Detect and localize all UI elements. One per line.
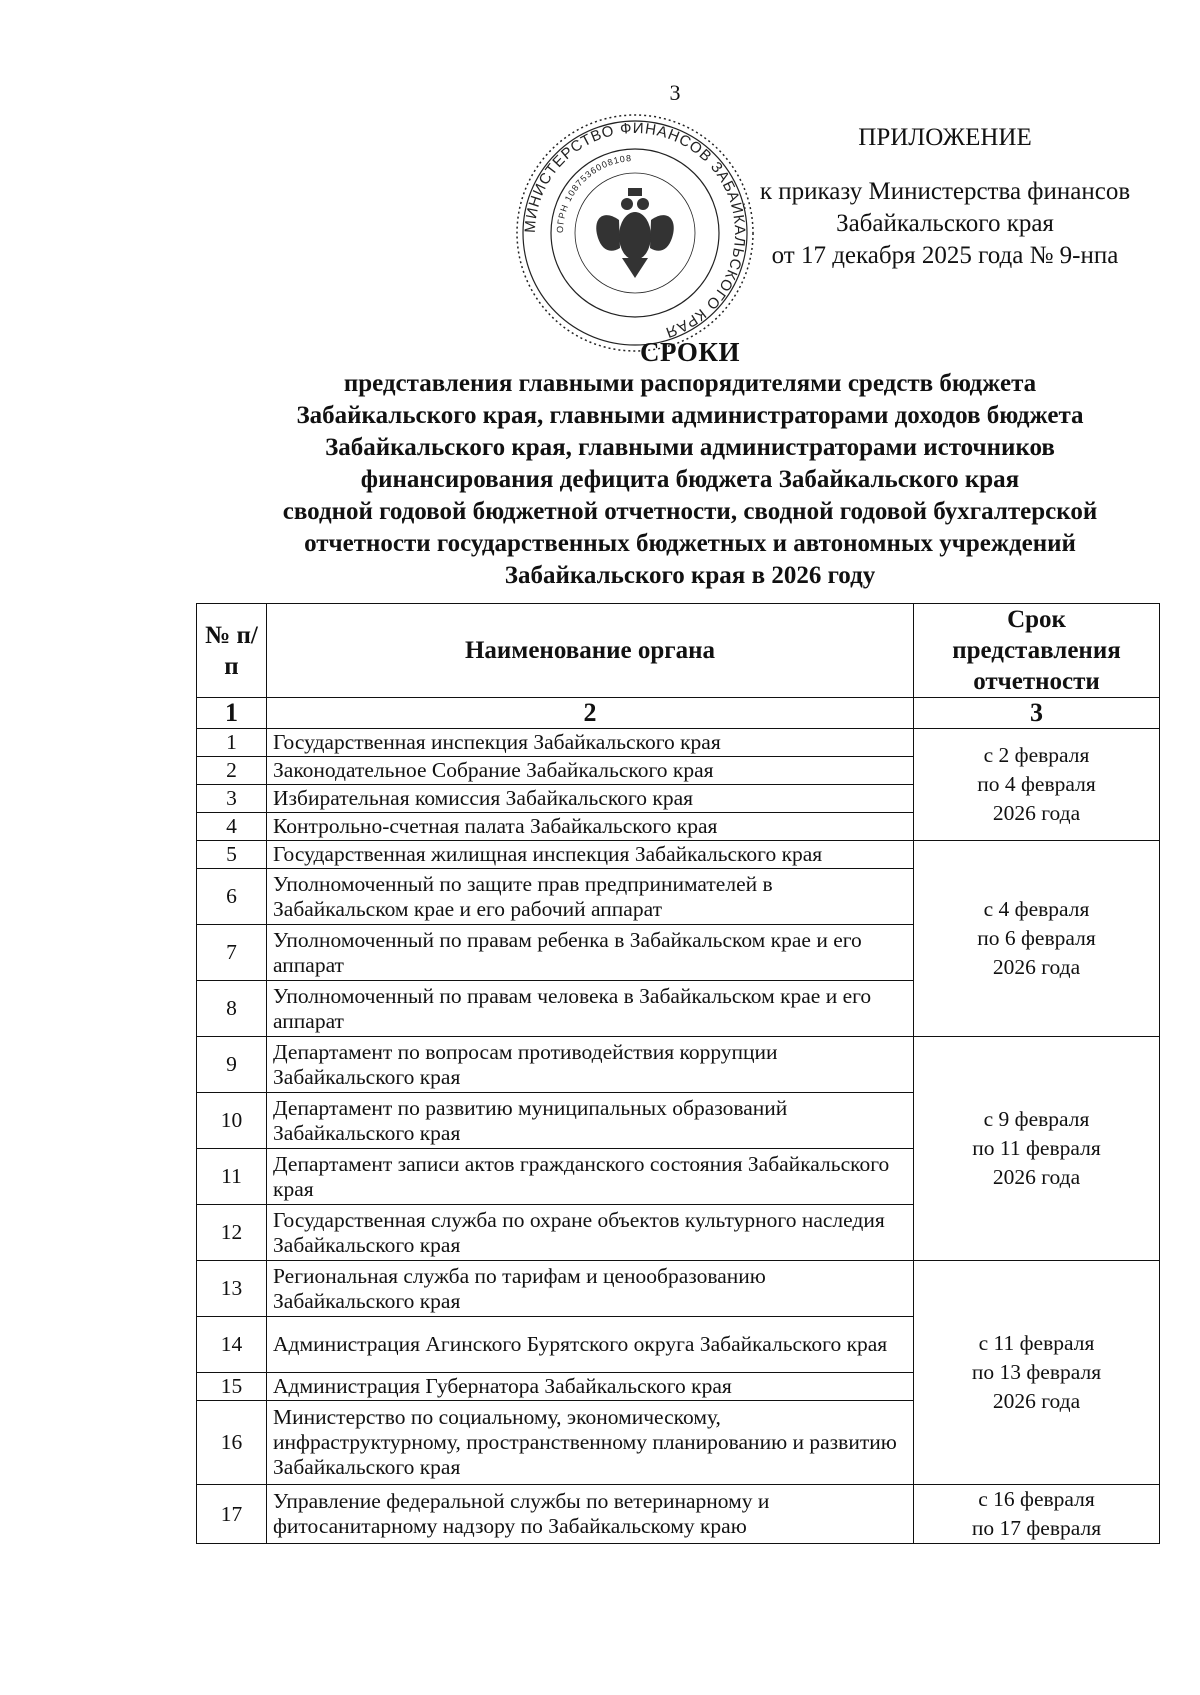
deadline-cell	[914, 729, 1160, 841]
deadline-from: с 2 февраля	[983, 743, 1090, 767]
row-number: 13	[197, 1261, 267, 1317]
organ-name: Избирательная комиссия Забайкальского края	[267, 785, 914, 813]
deadline-year: 2026 года	[992, 801, 1081, 825]
organ-name: Министерство по социальному, экономическому, инфраструктурному, пространственному планированию и развитию Забайкальского края	[267, 1401, 914, 1485]
deadline-cell	[914, 1261, 1160, 1485]
deadline-year: 2026 года	[992, 955, 1081, 979]
document-heading	[190, 336, 1190, 592]
appendix-date-line: от 17 декабря 2025 года № 9-нпа	[771, 242, 1119, 269]
column-number: 1	[197, 698, 267, 729]
deadline-to: по 17 февраля	[971, 1516, 1102, 1540]
row-number: 5	[197, 841, 267, 869]
heading-line: финансирования дефицита бюджета Забайкальского края	[360, 466, 1020, 493]
organ-name: Администрация Агинского Бурятского округа Забайкальского края	[267, 1317, 914, 1373]
appendix-title: ПРИЛОЖЕНИЕ	[858, 124, 1032, 151]
deadline-year: 2026 года	[992, 1389, 1081, 1413]
organ-name: Уполномоченный по правам человека в Забайкальском крае и его аппарат	[267, 981, 914, 1037]
organ-name: Государственная жилищная инспекция Забайкальского края	[267, 841, 914, 869]
row-number: 8	[197, 981, 267, 1037]
table-row	[197, 1261, 1160, 1317]
organ-name: Законодательное Собрание Забайкальского края	[267, 757, 914, 785]
deadline-from: с 9 февраля	[983, 1107, 1090, 1131]
organ-name: Департамент по вопросам противодействия коррупции Забайкальского края	[267, 1037, 914, 1093]
row-number: 12	[197, 1205, 267, 1261]
deadline-to: по 13 февраля	[971, 1360, 1102, 1384]
deadline-from: с 11 февраля	[978, 1331, 1095, 1355]
organ-name: Уполномоченный по защите прав предпринимателей в Забайкальском крае и его рабочий аппарат	[267, 869, 914, 925]
heading-line: Забайкальского края, главными администраторами доходов бюджета	[296, 402, 1084, 429]
row-number: 9	[197, 1037, 267, 1093]
deadlines-table	[196, 603, 1160, 1544]
svg-text:МИНИСТЕРСТВО ФИНАНСОВ ЗАБАЙКАЛ: МИНИСТЕРСТВО ФИНАНСОВ ЗАБАЙКАЛЬСКОГО КРАЯ	[521, 119, 749, 342]
deadline-cell	[914, 1037, 1160, 1261]
eagle-emblem-icon	[596, 188, 674, 278]
heading-line: представления главными распорядителями средств бюджета	[343, 370, 1037, 397]
organ-name: Департамент записи актов гражданского состояния Забайкальского края	[267, 1149, 914, 1205]
organ-name: Администрация Губернатора Забайкальского края	[267, 1373, 914, 1401]
heading-line: Забайкальского края, главными администраторами источников	[325, 434, 1055, 461]
row-number: 14	[197, 1317, 267, 1373]
deadline-year: 2026 года	[992, 1165, 1081, 1189]
heading-line: сводной годовой бюджетной отчетности, сводной годовой бухгалтерской	[282, 498, 1098, 525]
row-number: 7	[197, 925, 267, 981]
organ-name: Государственная служба по охране объектов культурного наследия Забайкальского края	[267, 1205, 914, 1261]
organ-name: Региональная служба по тарифам и ценообразованию Забайкальского края	[267, 1261, 914, 1317]
deadline-to: по 6 февраля	[977, 926, 1096, 950]
table-row	[197, 729, 1160, 757]
table-row	[197, 1037, 1160, 1093]
organ-name: Уполномоченный по правам ребенка в Забайкальском крае и его аппарат	[267, 925, 914, 981]
deadline-cell	[914, 841, 1160, 1037]
deadline-cell	[914, 1485, 1160, 1544]
appendix-order-line: к приказу Министерства финансов	[759, 178, 1131, 205]
organ-name: Управление федеральной службы по ветеринарному и фитосанитарному надзору по Забайкальскому краю	[267, 1485, 914, 1544]
table-row	[197, 1485, 1160, 1544]
organ-name: Контрольно-счетная палата Забайкальского края	[267, 813, 914, 841]
deadline-to: по 4 февраля	[977, 772, 1096, 796]
row-number: 6	[197, 869, 267, 925]
row-number: 4	[197, 813, 267, 841]
heading-line: Забайкальского края в 2026 году	[504, 562, 876, 589]
column-number: 2	[267, 698, 914, 729]
header-number: № п/п	[197, 604, 267, 698]
header-deadline: Срок представления отчетности	[914, 604, 1160, 698]
deadline-from: с 4 февраля	[983, 897, 1090, 921]
column-numbers-row	[197, 698, 1160, 729]
table-header-row	[197, 604, 1160, 698]
column-number: 3	[914, 698, 1160, 729]
organ-name: Департамент по развитию муниципальных образований Забайкальского края	[267, 1093, 914, 1149]
svg-text:ОГРН 1087536008108: ОГРН 1087536008108	[554, 153, 633, 234]
row-number: 3	[197, 785, 267, 813]
row-number: 16	[197, 1401, 267, 1485]
heading-line: отчетности государственных бюджетных и автономных учреждений	[304, 530, 1076, 557]
header-organ-name: Наименование органа	[267, 604, 914, 698]
deadline-to: по 11 февраля	[972, 1136, 1101, 1160]
row-number: 15	[197, 1373, 267, 1401]
heading-title: СРОКИ	[640, 337, 740, 367]
organ-name: Государственная инспекция Забайкальского края	[267, 729, 914, 757]
row-number: 2	[197, 757, 267, 785]
row-number: 17	[197, 1485, 267, 1544]
table-row	[197, 841, 1160, 869]
appendix-ministry-line: Забайкальского края	[836, 210, 1054, 237]
row-number: 11	[197, 1149, 267, 1205]
row-number: 1	[197, 729, 267, 757]
row-number: 10	[197, 1093, 267, 1149]
deadline-from: с 16 февраля	[978, 1487, 1095, 1511]
page-number: 3	[669, 80, 681, 105]
appendix-block	[720, 122, 1170, 272]
